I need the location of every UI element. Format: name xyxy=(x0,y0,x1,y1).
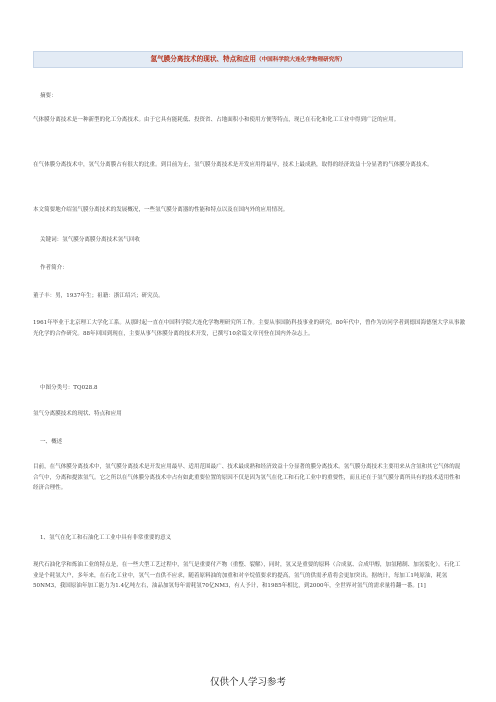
abstract-label: 摘要： xyxy=(40,93,57,99)
keywords-line: 关键词：氢气膜分离膜分离技术氢气回收 xyxy=(40,237,140,243)
subsection-paragraph: 现代石油化学和炼油工业的特点是，在一些大型工艺过程中，氢气是重要付产物（重整、裂解），同时，氢又是重要的原料（合成氨、合成甲醇，加氢精制、加氢裂化）。石化工业是个耗氢大户，多年来，在石化工业中，氢气一直供不应求，随着原料油的加重和对辛烷值要求的提高，氢气的供需矛盾将会更加突出。据统计，每加工1吨原油，耗氢50NM3，我国原油年加工能力为1.4亿吨左右，油品加氢每年需耗氢70亿NM3，有人予计，和1985年相比，到2000年，全世界对氢气的需求量将翻一番。[1] xyxy=(33,562,461,589)
author-info: 董子丰：男，1937年生；祖籍：浙江绍兴；研究员。 xyxy=(33,293,164,299)
page-footer: 仅供个人学习参考 xyxy=(209,677,286,688)
subsection-heading: 1、氢气在化工和石油化工工业中具有非常重要的意义 xyxy=(40,535,172,541)
classification-number: 中图分类号：TQ028.8 xyxy=(40,385,98,391)
abstract-paragraph-2: 在气体膜分离技术中，氢气分离膜占有很大的比重。到目前为止，氢气膜分离技术是开发应用得最早，技术上最成熟，取得的经济效益十分显著的气体膜分离技术。 xyxy=(33,162,433,168)
article-org: （中国科学院大连化学物理研究所） xyxy=(255,57,346,63)
author-bio: 1961年毕业于北京理工大学化工系。从那时起一直在中国科学院大连化学物理研究所工作。主要从事国防科技事业的研究。80年代中，曾作为访问学者到德国海德堡大学从事激光化学的合作研究。88年回国到现在，主要从事气体膜分离的技术开发，已撰写10余篇文章刊登在国内外杂志上。 xyxy=(33,320,466,337)
repeat-title: 氢气分离膜技术的现状、特点和应用 xyxy=(33,411,122,417)
article-title-bar xyxy=(33,51,463,68)
abstract-paragraph-1: 气体膜分离技术是一种新型的化工分离技术。由于它具有能耗低、投资省、占地面积小和使用方便等特点，现已在石化和化工工业中得到广泛的应用。 xyxy=(33,117,400,123)
abstract-paragraph-3: 本文简要地介绍氢气膜分离技术的发展概况，一些氢气膜分离器的性能和特点以及在国内外的应用情况。 xyxy=(33,207,289,213)
overview-paragraph: 目前，在气体膜分离技术中，氢气膜分离技术是开发应用最早、适用范围最广、技术最成熟和经济效益十分显著的膜分离技术。氢气膜分离技术主要用来从含氢和其它气体的混合气中，分离和提浓氢气。它之所以在气体膜分离技术中占有如此重要位置的原因不仅是因为氢气在化工和石化工业中的重要性，而且还在于氢气膜分离所具有的技术适用性和经济合理性。 xyxy=(33,464,461,491)
author-label: 作者简介： xyxy=(40,265,68,271)
article-title: 氢气膜分离技术的现状、特点和应用 xyxy=(150,55,256,63)
section-heading-overview: 一、概述 xyxy=(40,439,63,445)
